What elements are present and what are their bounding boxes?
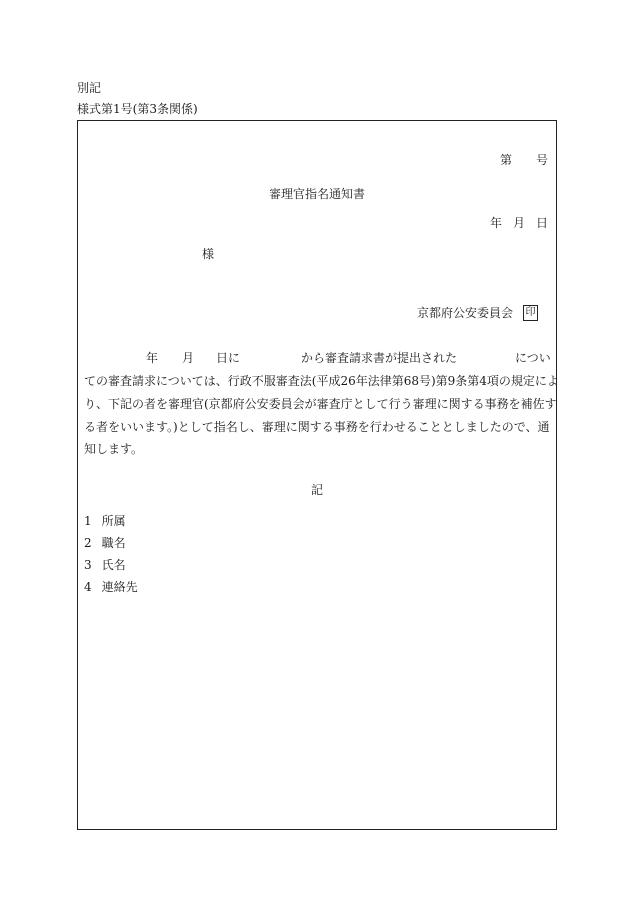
body-month: 月	[182, 351, 195, 365]
body-from: から審査請求書が提出された	[301, 351, 458, 365]
form-frame	[77, 120, 557, 830]
body-line-1	[78, 352, 556, 366]
document-number-prefix: 第	[500, 153, 513, 167]
body-line-2: ての審査請求については、行政不服審査法(平成26年法律第68号)第9条第4項の規定によ	[84, 374, 559, 388]
ki-heading: 記	[310, 483, 323, 497]
document-title: 審理官指名通知書	[268, 187, 365, 201]
item-label: 氏名	[101, 558, 126, 572]
item-number: 4	[84, 580, 92, 594]
document-number-suffix: 号	[535, 153, 548, 167]
sender-block	[417, 305, 538, 321]
list-item	[84, 515, 126, 527]
date-day: 日	[535, 216, 548, 230]
body-year: 年	[146, 351, 159, 365]
body-line-3: り、下記の者を審理官(京都府公安委員会が審査庁として行う審理に関する事務を補佐す	[84, 397, 557, 411]
addressee: 様	[202, 247, 215, 261]
body-about: につい	[515, 351, 551, 365]
document-number	[500, 154, 548, 166]
list-item	[84, 581, 138, 593]
item-number: 3	[84, 558, 92, 572]
item-label: 職名	[101, 536, 126, 550]
form-number-label: 様式第1号(第3条関係)	[77, 102, 198, 116]
date-year: 年	[490, 216, 503, 230]
issue-date	[490, 217, 548, 229]
seal-mark: 印	[523, 305, 538, 321]
item-label: 連絡先	[101, 580, 138, 594]
item-label: 所属	[101, 514, 126, 528]
body-line-5: 知します。	[84, 442, 144, 456]
body-day: 日に	[216, 351, 241, 365]
list-item	[84, 559, 126, 571]
body-line-4: る者をいいます。)として指名し、審理に関する事務を行わせることとしましたので、通	[84, 420, 550, 434]
item-number: 2	[84, 536, 92, 550]
item-number: 1	[84, 514, 92, 528]
list-item	[84, 537, 126, 549]
annex-label: 別記	[77, 81, 102, 95]
date-month: 月	[512, 216, 525, 230]
sender-name: 京都府公安委員会	[416, 306, 513, 320]
